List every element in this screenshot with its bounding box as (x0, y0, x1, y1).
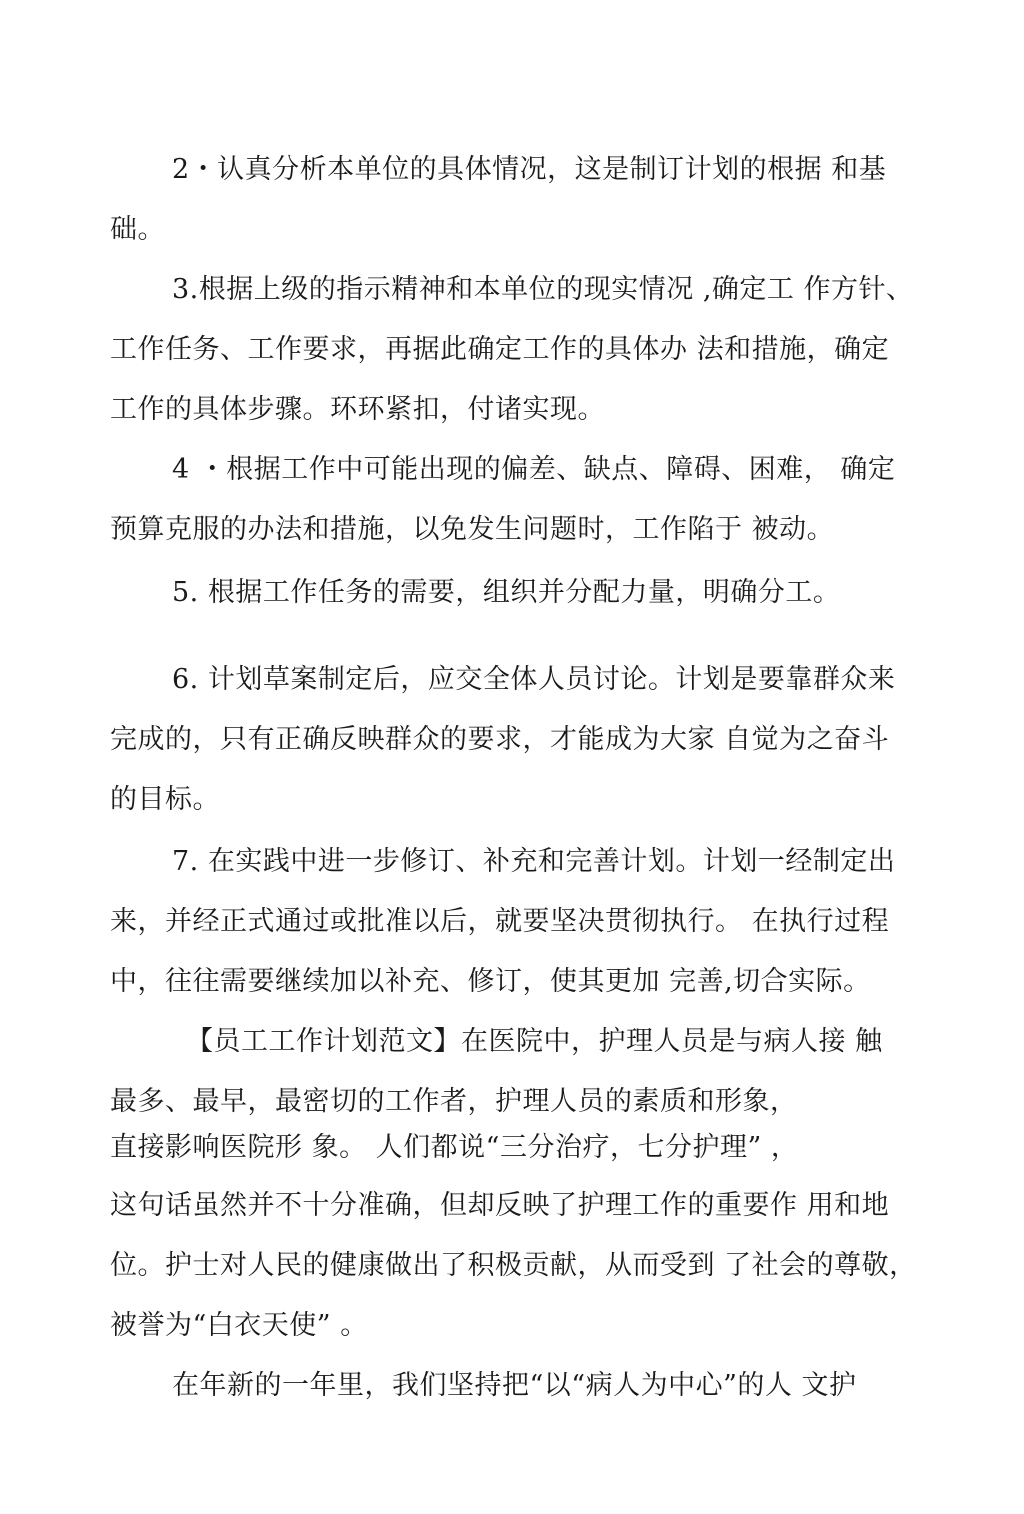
text-line: 工作任务、工作要求，再据此确定工作的具体办 法和措施，确定 (110, 334, 890, 365)
text-line: 完成的，只有正确反映群众的要求，才能成为大家 自觉为之奋斗 (110, 724, 890, 755)
text-line: 在年新的一年里，我们坚持把“以“病人为中心”的人 文护 (172, 1370, 857, 1401)
text-line: 被誉为“白衣天使” 。 (110, 1310, 368, 1341)
text-line: 【员工工作计划范文】在医院中，护理人员是与病人接 触 (186, 1026, 883, 1057)
text-line: 工作的具体步骤。环环紧扣，付诸实现。 (110, 394, 605, 425)
text-line: 的目标。 (110, 784, 220, 815)
text-line: 位。护士对人民的健康做出了积极贡献，从而受到 了社会的尊敬， (110, 1250, 917, 1281)
text-line: 预算克服的办法和措施，以免发生问题时，工作陷于 被动。 (110, 514, 835, 545)
text-line: 最多、最早，最密切的工作者，护理人员的素质和形象， (110, 1086, 798, 1117)
text-line: 础。 (110, 214, 165, 245)
text-line: 7. 在实践中进一步修订、补充和完善计划。计划一经制定出 (172, 846, 896, 877)
text-line: 直接影响医院形 象。 人们都说“三分治疗，七分护理” ， (110, 1132, 799, 1163)
text-line: 5. 根据工作任务的需要，组织并分配力量，明确分工。 (172, 577, 841, 608)
text-line: 来，并经正式通过或批准以后，就要坚决贯彻执行。 在执行过程 (110, 906, 890, 937)
text-line: 4 ・根据工作中可能出现的偏差、缺点、障碍、困难， 确定 (172, 454, 896, 485)
text-line: 这句话虽然并不十分准确，但却反映了护理工作的重要作 用和地 (110, 1190, 890, 1221)
text-line: 中，往往需要继续加以补充、修订，使其更加 完善,切合实际。 (110, 966, 871, 997)
text-line: 3.根据上级的指示精神和本单位的现实情况 ,确定工 作方针、 (172, 274, 914, 305)
text-line: 2・认真分析本单位的具体情况，这是制订计划的根据 和基 (172, 154, 887, 185)
text-line: 6. 计划草案制定后，应交全体人员讨论。计划是要靠群众来 (172, 664, 896, 695)
